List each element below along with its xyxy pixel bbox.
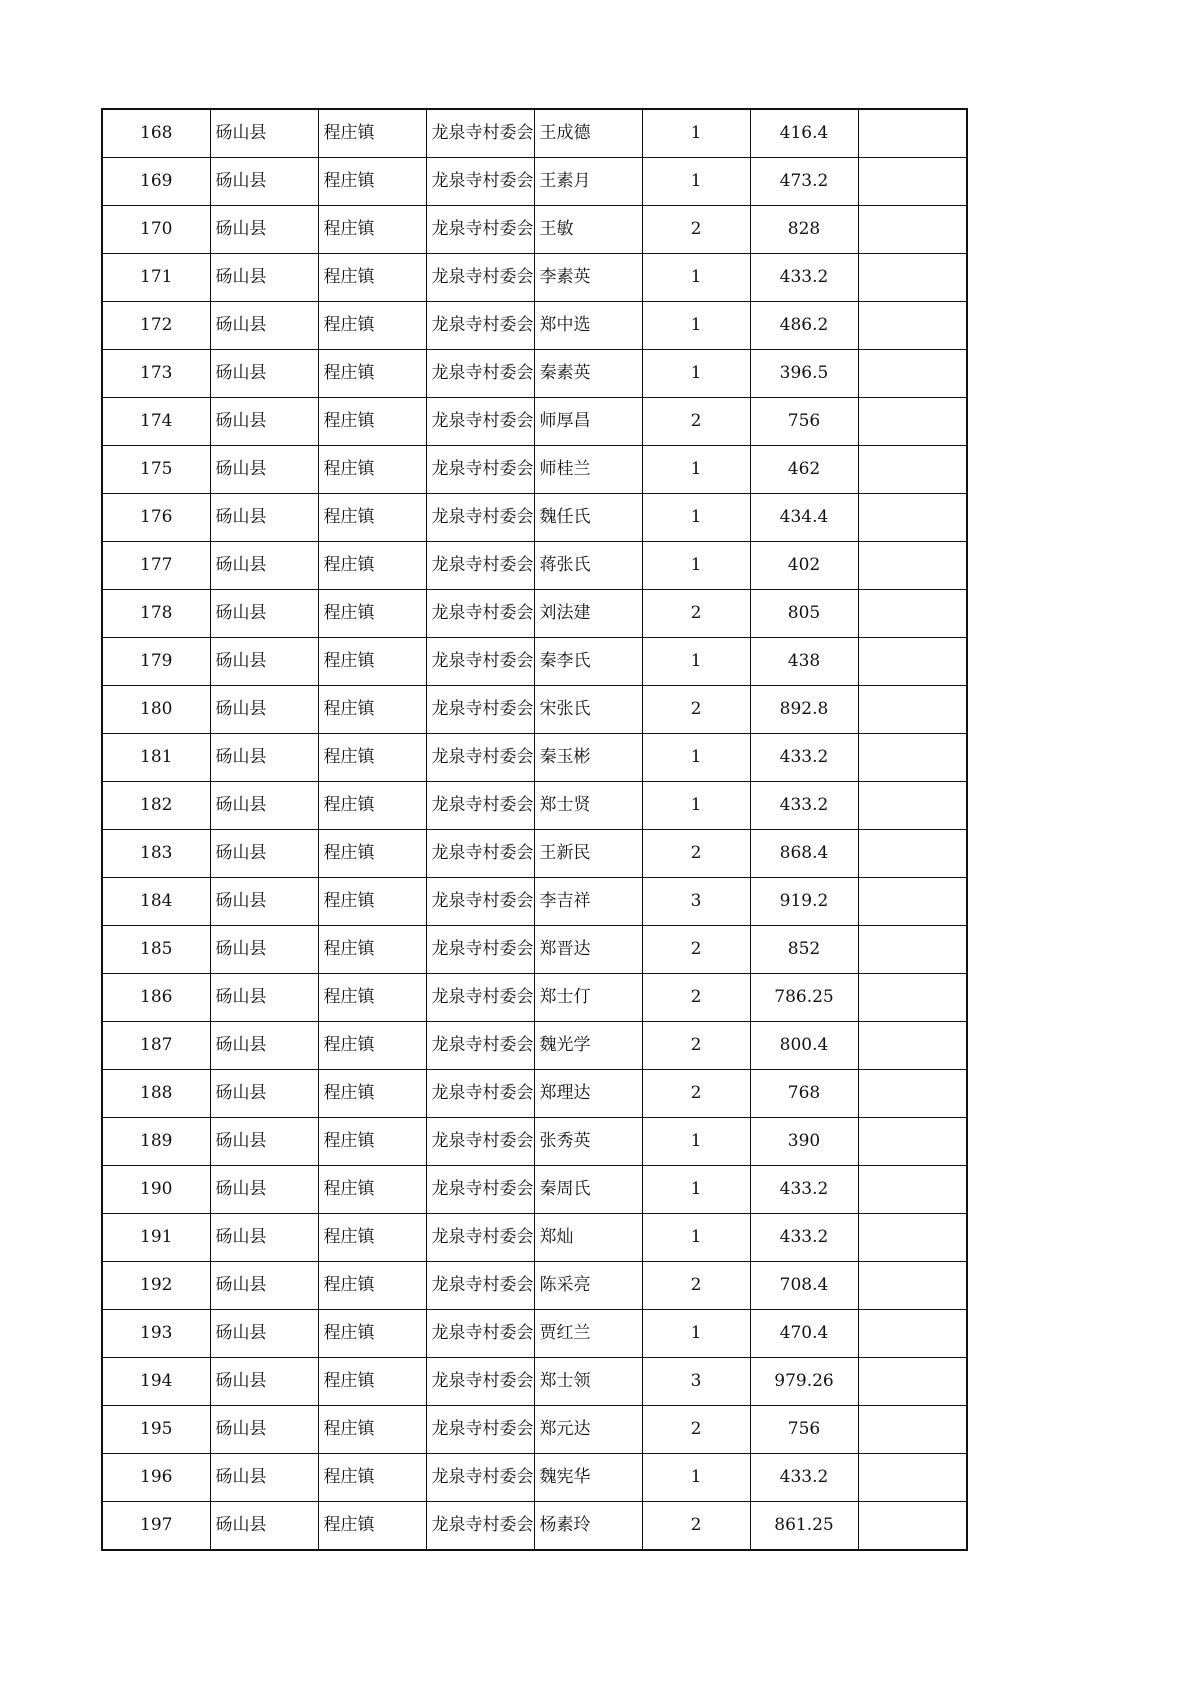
cell-note (858, 158, 967, 206)
cell-amount: 768 (750, 1070, 858, 1118)
data-table (101, 108, 968, 1551)
cell-county: 砀山县 (210, 1310, 318, 1358)
cell-person-name: 秦周氏 (534, 1166, 642, 1214)
table-row (102, 1118, 967, 1166)
cell-note (858, 542, 967, 590)
cell-note (858, 1166, 967, 1214)
cell-serial-number: 174 (102, 398, 210, 446)
cell-town: 程庄镇 (318, 1454, 426, 1502)
cell-county: 砀山县 (210, 1358, 318, 1406)
cell-note (858, 1214, 967, 1262)
table-row (102, 1166, 967, 1214)
cell-amount: 708.4 (750, 1262, 858, 1310)
cell-note (858, 206, 967, 254)
cell-note (858, 782, 967, 830)
cell-note (858, 1070, 967, 1118)
cell-village-committee: 龙泉寺村委会 (426, 1262, 534, 1310)
cell-note (858, 1358, 967, 1406)
cell-person-name: 王敏 (534, 206, 642, 254)
cell-village-committee: 龙泉寺村委会 (426, 542, 534, 590)
cell-note (858, 109, 967, 158)
table-row (102, 1454, 967, 1502)
cell-serial-number: 194 (102, 1358, 210, 1406)
cell-town: 程庄镇 (318, 542, 426, 590)
cell-town: 程庄镇 (318, 830, 426, 878)
cell-household-count: 2 (642, 590, 750, 638)
cell-person-name: 魏任氏 (534, 494, 642, 542)
cell-county: 砀山县 (210, 830, 318, 878)
cell-household-count: 1 (642, 158, 750, 206)
cell-household-count: 1 (642, 1310, 750, 1358)
cell-note (858, 830, 967, 878)
cell-household-count: 2 (642, 830, 750, 878)
cell-amount: 433.2 (750, 1454, 858, 1502)
cell-amount: 433.2 (750, 1214, 858, 1262)
cell-town: 程庄镇 (318, 1406, 426, 1454)
cell-household-count: 1 (642, 1166, 750, 1214)
cell-household-count: 2 (642, 206, 750, 254)
cell-village-committee: 龙泉寺村委会 (426, 1502, 534, 1551)
cell-person-name: 王新民 (534, 830, 642, 878)
cell-person-name: 秦素英 (534, 350, 642, 398)
cell-note (858, 878, 967, 926)
cell-amount: 390 (750, 1118, 858, 1166)
cell-county: 砀山县 (210, 542, 318, 590)
cell-amount: 462 (750, 446, 858, 494)
cell-amount: 828 (750, 206, 858, 254)
cell-serial-number: 189 (102, 1118, 210, 1166)
cell-county: 砀山县 (210, 878, 318, 926)
cell-person-name: 秦玉彬 (534, 734, 642, 782)
cell-amount: 892.8 (750, 686, 858, 734)
cell-county: 砀山县 (210, 302, 318, 350)
cell-village-committee: 龙泉寺村委会 (426, 638, 534, 686)
cell-serial-number: 170 (102, 206, 210, 254)
cell-county: 砀山县 (210, 1502, 318, 1551)
cell-amount: 433.2 (750, 782, 858, 830)
table-row (102, 974, 967, 1022)
cell-note (858, 926, 967, 974)
cell-note (858, 398, 967, 446)
cell-household-count: 2 (642, 686, 750, 734)
cell-village-committee: 龙泉寺村委会 (426, 158, 534, 206)
cell-town: 程庄镇 (318, 1070, 426, 1118)
cell-amount: 805 (750, 590, 858, 638)
cell-village-committee: 龙泉寺村委会 (426, 1454, 534, 1502)
table-row (102, 398, 967, 446)
cell-note (858, 1502, 967, 1551)
cell-amount: 756 (750, 1406, 858, 1454)
cell-amount: 438 (750, 638, 858, 686)
cell-person-name: 李素英 (534, 254, 642, 302)
cell-village-committee: 龙泉寺村委会 (426, 1214, 534, 1262)
table-row (102, 542, 967, 590)
cell-village-committee: 龙泉寺村委会 (426, 686, 534, 734)
cell-household-count: 2 (642, 926, 750, 974)
cell-town: 程庄镇 (318, 782, 426, 830)
cell-town: 程庄镇 (318, 1022, 426, 1070)
table-row (102, 1406, 967, 1454)
cell-serial-number: 175 (102, 446, 210, 494)
cell-serial-number: 184 (102, 878, 210, 926)
cell-serial-number: 197 (102, 1502, 210, 1551)
cell-household-count: 2 (642, 398, 750, 446)
cell-person-name: 陈采亮 (534, 1262, 642, 1310)
cell-village-committee: 龙泉寺村委会 (426, 590, 534, 638)
cell-county: 砀山县 (210, 590, 318, 638)
table-row (102, 590, 967, 638)
cell-note (858, 1118, 967, 1166)
cell-serial-number: 180 (102, 686, 210, 734)
cell-person-name: 魏宪华 (534, 1454, 642, 1502)
cell-household-count: 1 (642, 542, 750, 590)
cell-county: 砀山县 (210, 734, 318, 782)
cell-serial-number: 179 (102, 638, 210, 686)
table-row (102, 830, 967, 878)
cell-county: 砀山县 (210, 158, 318, 206)
cell-village-committee: 龙泉寺村委会 (426, 1406, 534, 1454)
table-row (102, 109, 967, 158)
cell-town: 程庄镇 (318, 878, 426, 926)
cell-amount: 433.2 (750, 1166, 858, 1214)
table-row (102, 1358, 967, 1406)
cell-town: 程庄镇 (318, 1262, 426, 1310)
cell-note (858, 638, 967, 686)
table-row (102, 158, 967, 206)
table-row (102, 206, 967, 254)
cell-village-committee: 龙泉寺村委会 (426, 350, 534, 398)
cell-note (858, 446, 967, 494)
cell-town: 程庄镇 (318, 350, 426, 398)
cell-county: 砀山县 (210, 926, 318, 974)
cell-household-count: 1 (642, 1454, 750, 1502)
cell-town: 程庄镇 (318, 494, 426, 542)
cell-town: 程庄镇 (318, 109, 426, 158)
cell-household-count: 1 (642, 1214, 750, 1262)
cell-person-name: 王素月 (534, 158, 642, 206)
cell-town: 程庄镇 (318, 446, 426, 494)
cell-person-name: 师厚昌 (534, 398, 642, 446)
cell-village-committee: 龙泉寺村委会 (426, 398, 534, 446)
cell-household-count: 1 (642, 109, 750, 158)
table-row (102, 734, 967, 782)
cell-person-name: 郑理达 (534, 1070, 642, 1118)
cell-note (858, 494, 967, 542)
cell-village-committee: 龙泉寺村委会 (426, 974, 534, 1022)
table-row (102, 1070, 967, 1118)
cell-household-count: 2 (642, 1502, 750, 1551)
cell-village-committee: 龙泉寺村委会 (426, 878, 534, 926)
cell-serial-number: 173 (102, 350, 210, 398)
cell-county: 砀山县 (210, 398, 318, 446)
cell-village-committee: 龙泉寺村委会 (426, 302, 534, 350)
cell-amount: 433.2 (750, 734, 858, 782)
cell-county: 砀山县 (210, 686, 318, 734)
cell-person-name: 宋张氏 (534, 686, 642, 734)
cell-note (858, 1406, 967, 1454)
cell-serial-number: 177 (102, 542, 210, 590)
cell-household-count: 1 (642, 302, 750, 350)
cell-note (858, 1454, 967, 1502)
cell-town: 程庄镇 (318, 1214, 426, 1262)
cell-household-count: 2 (642, 1406, 750, 1454)
cell-village-committee: 龙泉寺村委会 (426, 1070, 534, 1118)
cell-person-name: 刘法建 (534, 590, 642, 638)
cell-amount: 861.25 (750, 1502, 858, 1551)
cell-person-name: 张秀英 (534, 1118, 642, 1166)
cell-village-committee: 龙泉寺村委会 (426, 926, 534, 974)
cell-person-name: 贾红兰 (534, 1310, 642, 1358)
cell-person-name: 郑士领 (534, 1358, 642, 1406)
cell-note (858, 590, 967, 638)
cell-county: 砀山县 (210, 1118, 318, 1166)
cell-amount: 852 (750, 926, 858, 974)
cell-town: 程庄镇 (318, 686, 426, 734)
cell-serial-number: 187 (102, 1022, 210, 1070)
cell-town: 程庄镇 (318, 1502, 426, 1551)
table-row (102, 686, 967, 734)
cell-serial-number: 188 (102, 1070, 210, 1118)
cell-village-committee: 龙泉寺村委会 (426, 734, 534, 782)
table-row (102, 302, 967, 350)
cell-household-count: 2 (642, 1022, 750, 1070)
cell-amount: 486.2 (750, 302, 858, 350)
cell-serial-number: 196 (102, 1454, 210, 1502)
cell-county: 砀山县 (210, 782, 318, 830)
cell-serial-number: 185 (102, 926, 210, 974)
cell-household-count: 2 (642, 1070, 750, 1118)
cell-person-name: 郑晋达 (534, 926, 642, 974)
cell-household-count: 3 (642, 878, 750, 926)
cell-serial-number: 176 (102, 494, 210, 542)
cell-county: 砀山县 (210, 446, 318, 494)
cell-serial-number: 168 (102, 109, 210, 158)
cell-county: 砀山县 (210, 494, 318, 542)
cell-person-name: 郑灿 (534, 1214, 642, 1262)
cell-person-name: 蒋张氏 (534, 542, 642, 590)
cell-serial-number: 169 (102, 158, 210, 206)
cell-town: 程庄镇 (318, 1118, 426, 1166)
cell-county: 砀山县 (210, 206, 318, 254)
table-row (102, 1214, 967, 1262)
cell-county: 砀山县 (210, 1022, 318, 1070)
cell-serial-number: 191 (102, 1214, 210, 1262)
cell-county: 砀山县 (210, 974, 318, 1022)
cell-serial-number: 190 (102, 1166, 210, 1214)
cell-amount: 396.5 (750, 350, 858, 398)
cell-note (858, 974, 967, 1022)
cell-amount: 434.4 (750, 494, 858, 542)
cell-amount: 473.2 (750, 158, 858, 206)
table-row (102, 1502, 967, 1551)
table-row (102, 878, 967, 926)
cell-person-name: 魏光学 (534, 1022, 642, 1070)
cell-amount: 470.4 (750, 1310, 858, 1358)
cell-person-name: 李吉祥 (534, 878, 642, 926)
cell-county: 砀山县 (210, 109, 318, 158)
cell-note (858, 350, 967, 398)
cell-village-committee: 龙泉寺村委会 (426, 254, 534, 302)
table-body (102, 109, 967, 1550)
table-row (102, 782, 967, 830)
cell-town: 程庄镇 (318, 1358, 426, 1406)
cell-town: 程庄镇 (318, 926, 426, 974)
cell-household-count: 1 (642, 782, 750, 830)
cell-household-count: 2 (642, 1262, 750, 1310)
cell-amount: 800.4 (750, 1022, 858, 1070)
cell-household-count: 1 (642, 734, 750, 782)
cell-household-count: 1 (642, 1118, 750, 1166)
cell-person-name: 秦李氏 (534, 638, 642, 686)
cell-town: 程庄镇 (318, 590, 426, 638)
cell-amount: 786.25 (750, 974, 858, 1022)
cell-village-committee: 龙泉寺村委会 (426, 1022, 534, 1070)
cell-village-committee: 龙泉寺村委会 (426, 1310, 534, 1358)
cell-household-count: 1 (642, 350, 750, 398)
cell-serial-number: 178 (102, 590, 210, 638)
cell-household-count: 1 (642, 638, 750, 686)
cell-county: 砀山县 (210, 1070, 318, 1118)
cell-village-committee: 龙泉寺村委会 (426, 446, 534, 494)
cell-county: 砀山县 (210, 1262, 318, 1310)
cell-serial-number: 172 (102, 302, 210, 350)
cell-household-count: 2 (642, 974, 750, 1022)
cell-serial-number: 195 (102, 1406, 210, 1454)
cell-town: 程庄镇 (318, 254, 426, 302)
cell-serial-number: 183 (102, 830, 210, 878)
cell-village-committee: 龙泉寺村委会 (426, 109, 534, 158)
cell-amount: 402 (750, 542, 858, 590)
cell-village-committee: 龙泉寺村委会 (426, 782, 534, 830)
cell-serial-number: 186 (102, 974, 210, 1022)
cell-person-name: 郑士仃 (534, 974, 642, 1022)
cell-county: 砀山县 (210, 1166, 318, 1214)
cell-amount: 756 (750, 398, 858, 446)
cell-amount: 979.26 (750, 1358, 858, 1406)
cell-household-count: 3 (642, 1358, 750, 1406)
cell-note (858, 1262, 967, 1310)
cell-note (858, 1310, 967, 1358)
cell-town: 程庄镇 (318, 398, 426, 446)
cell-person-name: 师桂兰 (534, 446, 642, 494)
cell-county: 砀山县 (210, 638, 318, 686)
cell-note (858, 302, 967, 350)
cell-town: 程庄镇 (318, 206, 426, 254)
cell-serial-number: 182 (102, 782, 210, 830)
cell-person-name: 杨素玲 (534, 1502, 642, 1551)
cell-village-committee: 龙泉寺村委会 (426, 494, 534, 542)
cell-village-committee: 龙泉寺村委会 (426, 206, 534, 254)
cell-serial-number: 193 (102, 1310, 210, 1358)
table-row (102, 1262, 967, 1310)
table-row (102, 494, 967, 542)
cell-serial-number: 171 (102, 254, 210, 302)
cell-town: 程庄镇 (318, 974, 426, 1022)
table-row (102, 446, 967, 494)
cell-amount: 416.4 (750, 109, 858, 158)
cell-amount: 868.4 (750, 830, 858, 878)
cell-note (858, 1022, 967, 1070)
cell-amount: 433.2 (750, 254, 858, 302)
cell-town: 程庄镇 (318, 734, 426, 782)
cell-serial-number: 181 (102, 734, 210, 782)
cell-village-committee: 龙泉寺村委会 (426, 830, 534, 878)
cell-county: 砀山县 (210, 350, 318, 398)
cell-town: 程庄镇 (318, 302, 426, 350)
cell-household-count: 1 (642, 446, 750, 494)
cell-note (858, 686, 967, 734)
cell-county: 砀山县 (210, 1454, 318, 1502)
cell-person-name: 王成德 (534, 109, 642, 158)
cell-village-committee: 龙泉寺村委会 (426, 1166, 534, 1214)
cell-village-committee: 龙泉寺村委会 (426, 1358, 534, 1406)
cell-household-count: 1 (642, 494, 750, 542)
cell-person-name: 郑中选 (534, 302, 642, 350)
cell-person-name: 郑士贤 (534, 782, 642, 830)
cell-person-name: 郑元达 (534, 1406, 642, 1454)
cell-serial-number: 192 (102, 1262, 210, 1310)
cell-county: 砀山县 (210, 254, 318, 302)
cell-town: 程庄镇 (318, 158, 426, 206)
table-row (102, 1022, 967, 1070)
cell-village-committee: 龙泉寺村委会 (426, 1118, 534, 1166)
cell-town: 程庄镇 (318, 1310, 426, 1358)
cell-county: 砀山县 (210, 1406, 318, 1454)
table-row (102, 350, 967, 398)
table-row (102, 1310, 967, 1358)
cell-town: 程庄镇 (318, 1166, 426, 1214)
cell-county: 砀山县 (210, 1214, 318, 1262)
table-row (102, 926, 967, 974)
table-row (102, 638, 967, 686)
cell-note (858, 734, 967, 782)
table-row (102, 254, 967, 302)
cell-note (858, 254, 967, 302)
cell-amount: 919.2 (750, 878, 858, 926)
cell-town: 程庄镇 (318, 638, 426, 686)
cell-household-count: 1 (642, 254, 750, 302)
